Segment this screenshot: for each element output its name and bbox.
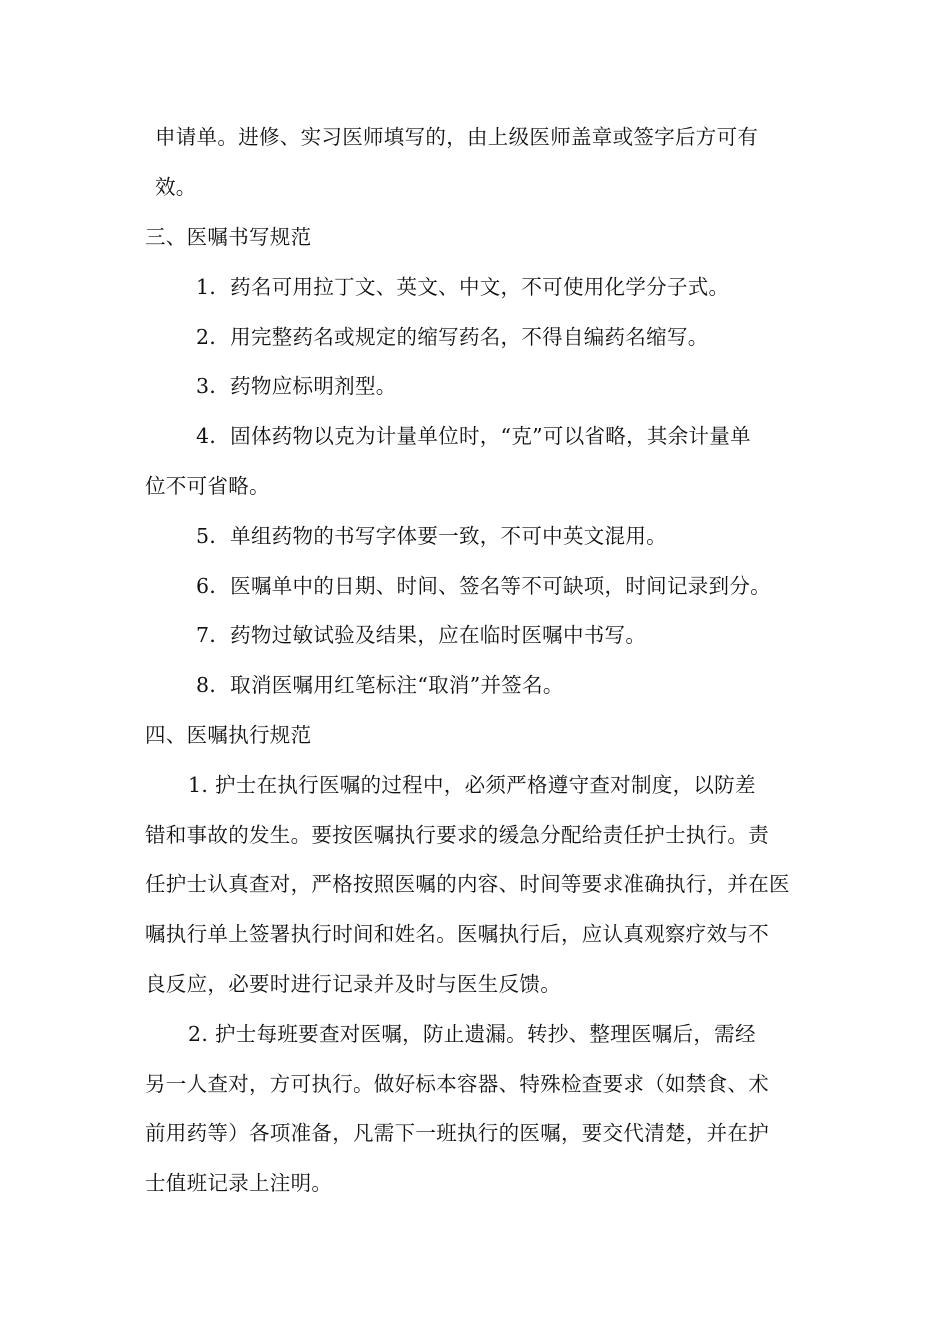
list-item: 7．药物过敏试验及结果，应在临时医嘱中书写。 [196, 623, 647, 647]
paragraph-line: 2. 护士每班要查对医嘱，防止遗漏。转抄、整理医嘱后，需经 [188, 1022, 756, 1046]
list-item: 6．医嘱单中的日期、时间、签名等不可缺项，时间记录到分。 [196, 574, 771, 598]
list-item-continuation: 位不可省略。 [145, 474, 270, 498]
section-heading: 三、医嘱书写规范 [145, 225, 312, 249]
paragraph-line: 1. 护士在执行医嘱的过程中，必须严格遵守查对制度，以防差 [188, 773, 756, 797]
paragraph-line: 错和事故的发生。要按医嘱执行要求的缓急分配给责任护士执行。责 [145, 823, 769, 847]
list-item: 4．固体药物以克为计量单位时，“克”可以省略，其余计量单 [196, 424, 751, 448]
paragraph-line: 嘱执行单上签署执行时间和姓名。医嘱执行后，应认真观察疗效与不 [145, 922, 769, 946]
list-item: 2．用完整药名或规定的缩写药名，不得自编药名缩写。 [196, 325, 709, 349]
paragraph-line: 前用药等）各项准备，凡需下一班执行的医嘱，要交代清楚，并在护 [145, 1121, 769, 1145]
continuation-line: 申请单。进修、实习医师填写的，由上级医师盖章或签字后方可有 [155, 125, 759, 149]
paragraph-line: 另一人查对，方可执行。做好标本容器、特殊检查要求（如禁食、术 [145, 1072, 769, 1096]
list-item: 1．药名可用拉丁文、英文、中文，不可使用化学分子式。 [196, 275, 730, 299]
paragraph-line: 良反应，必要时进行记录并及时与医生反馈。 [145, 972, 561, 996]
paragraph-line: 士值班记录上注明。 [145, 1171, 333, 1195]
list-item: 8．取消医嘱用红笔标注“取消”并签名。 [196, 673, 564, 697]
section-heading: 四、医嘱执行规范 [145, 723, 312, 747]
list-item: 5．单组药物的书写字体要一致，不可中英文混用。 [196, 524, 667, 548]
paragraph-line: 任护士认真查对，严格按照医嘱的内容、时间等要求准确执行，并在医 [145, 872, 790, 896]
list-item: 3．药物应标明剂型。 [196, 374, 397, 398]
continuation-line: 效。 [155, 175, 197, 199]
